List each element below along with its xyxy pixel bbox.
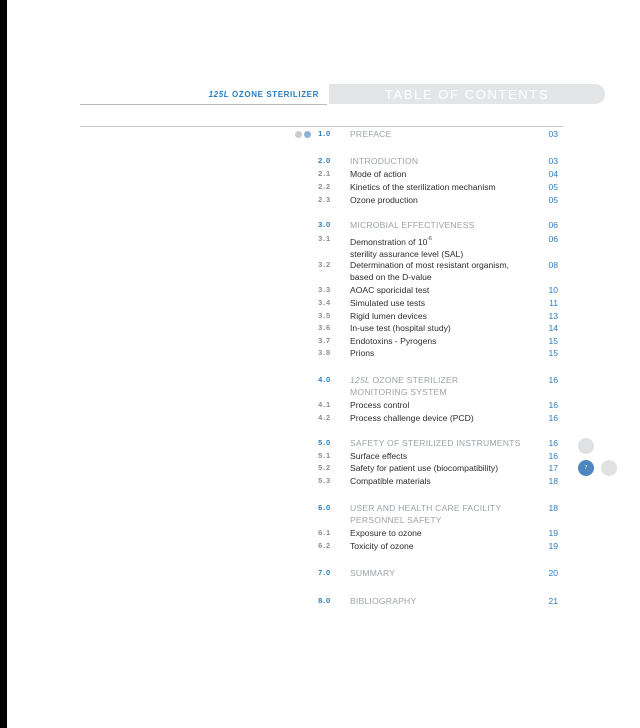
toc-title: Process challenge device (PCD) <box>350 413 474 423</box>
toc-title: MICROBIAL EFFECTIVENESS <box>350 220 475 230</box>
toc-page: 16 <box>548 375 558 385</box>
toc-title-exponent: -6 <box>427 236 432 242</box>
toc-page: 06 <box>548 220 558 230</box>
toc-title: AOAC sporicidal test <box>350 285 430 295</box>
toc-title-line: OZONE STERILIZER <box>369 375 459 385</box>
toc-page: 16 <box>548 400 558 410</box>
toc-title: Exposure to ozone <box>350 528 422 538</box>
toc-number: 8.0 <box>318 596 331 605</box>
toc-number: 4.0 <box>318 375 331 384</box>
toc-page: 18 <box>548 476 558 486</box>
toc-title: In-use test (hospital study) <box>350 323 451 333</box>
toc-page: 16 <box>548 438 558 448</box>
toc-page: 15 <box>548 348 558 358</box>
toc-title: Endotoxins - Pyrogens <box>350 336 437 346</box>
toc-page: 15 <box>548 336 558 346</box>
toc-page: 21 <box>548 596 558 606</box>
toc-page: 13 <box>548 311 558 321</box>
toc-number: 3.7 <box>318 336 331 345</box>
toc-title: SAFETY OF STERILIZED INSTRUMENTS <box>350 438 521 448</box>
toc-number: 3.2 <box>318 260 331 269</box>
toc-title: Safety for patient use (biocompatibility) <box>350 463 499 473</box>
header-title-bar <box>329 84 605 104</box>
toc-number: 5.2 <box>318 463 331 472</box>
toc-title: Prions <box>350 348 375 358</box>
toc-page: 03 <box>548 156 558 166</box>
toc-number: 4.1 <box>318 400 331 409</box>
toc-title-line: Demonstration of 10 <box>350 237 428 247</box>
header-brand-name: OZONE STERILIZER <box>229 90 319 99</box>
toc-page: 20 <box>548 568 558 578</box>
toc-title: Mode of action <box>350 169 407 179</box>
toc-title: PREFACE <box>350 129 392 139</box>
toc-title: Compatible materials <box>350 476 431 486</box>
toc-number: 5.1 <box>318 451 331 460</box>
toc-title <box>350 233 540 260</box>
toc-number: 3.6 <box>318 323 331 332</box>
toc-number: 3.0 <box>318 220 331 229</box>
toc-title: Simulated use tests <box>350 298 425 308</box>
toc-number: 2.0 <box>318 156 331 165</box>
page-nav-dot[interactable] <box>578 438 594 454</box>
toc-number: 3.8 <box>318 348 331 357</box>
toc-number: 3.5 <box>318 311 331 320</box>
toc-number: 3.1 <box>318 234 331 243</box>
toc-number: 3.4 <box>318 298 331 307</box>
toc-title-line: USER AND HEALTH CARE FACILITY <box>350 503 502 513</box>
toc-title: INTRODUCTION <box>350 156 419 166</box>
toc-page: 16 <box>548 413 558 423</box>
toc-number: 6.0 <box>318 503 331 512</box>
toc-title-line: MONITORING SYSTEM <box>350 387 447 397</box>
toc-page: 06 <box>548 234 558 244</box>
toc-page: 03 <box>548 129 558 139</box>
toc-title <box>350 502 540 526</box>
toc-number: 2.3 <box>318 195 331 204</box>
toc-page: 04 <box>548 169 558 179</box>
toc-title: Ozone production <box>350 195 418 205</box>
page-number-badge[interactable]: 7 <box>578 460 594 476</box>
toc-page: 11 <box>549 298 558 308</box>
toc-page: 18 <box>548 503 558 513</box>
toc-number: 5.3 <box>318 476 331 485</box>
header-divider <box>80 126 563 127</box>
toc-page: 19 <box>548 541 558 551</box>
toc-title-line: sterility assurance level (SAL) <box>350 249 464 259</box>
toc-title: SUMMARY <box>350 568 396 578</box>
page-nav-dot[interactable] <box>601 460 617 476</box>
toc-number: 2.2 <box>318 182 331 191</box>
toc-title-line: PERSONNEL SAFETY <box>350 515 442 525</box>
toc-number: 2.1 <box>318 169 331 178</box>
toc-number: 5.0 <box>318 438 331 447</box>
header-section-title: TABLE OF CONTENTS <box>384 87 550 102</box>
toc-title <box>350 374 540 398</box>
toc-number: 6.2 <box>318 541 331 550</box>
document-page <box>7 0 640 728</box>
header-brand-model: 125L <box>208 90 230 99</box>
toc-title: BIBLIOGRAPHY <box>350 596 417 606</box>
toc-number: 1.0 <box>318 129 331 138</box>
header-left-band <box>80 84 327 105</box>
toc-number: 7.0 <box>318 568 331 577</box>
toc-title-model: 125L <box>350 375 370 385</box>
toc-title-line: Determination of most resistant organism, <box>350 260 510 270</box>
toc-page: 05 <box>548 195 558 205</box>
toc-number: 3.3 <box>318 285 331 294</box>
header-brand <box>209 90 319 99</box>
toc-title: Rigid lumen devices <box>350 311 427 321</box>
toc-title: Kinetics of the sterilization mechanism <box>350 182 496 192</box>
toc-title-line: based on the D-value <box>350 272 432 282</box>
toc-title: Toxicity of ozone <box>350 541 414 551</box>
toc-title <box>350 259 540 283</box>
toc-page: 08 <box>548 260 558 270</box>
toc-page: 19 <box>548 528 558 538</box>
toc-page: 05 <box>548 182 558 192</box>
toc-number: 6.1 <box>318 528 331 537</box>
toc-page: 17 <box>548 463 558 473</box>
toc-number: 4.2 <box>318 413 331 422</box>
toc-page: 10 <box>548 285 558 295</box>
toc-page: 14 <box>548 323 558 333</box>
toc-title: Process control <box>350 400 410 410</box>
toc-title: Surface effects <box>350 451 408 461</box>
toc-page: 16 <box>548 451 558 461</box>
